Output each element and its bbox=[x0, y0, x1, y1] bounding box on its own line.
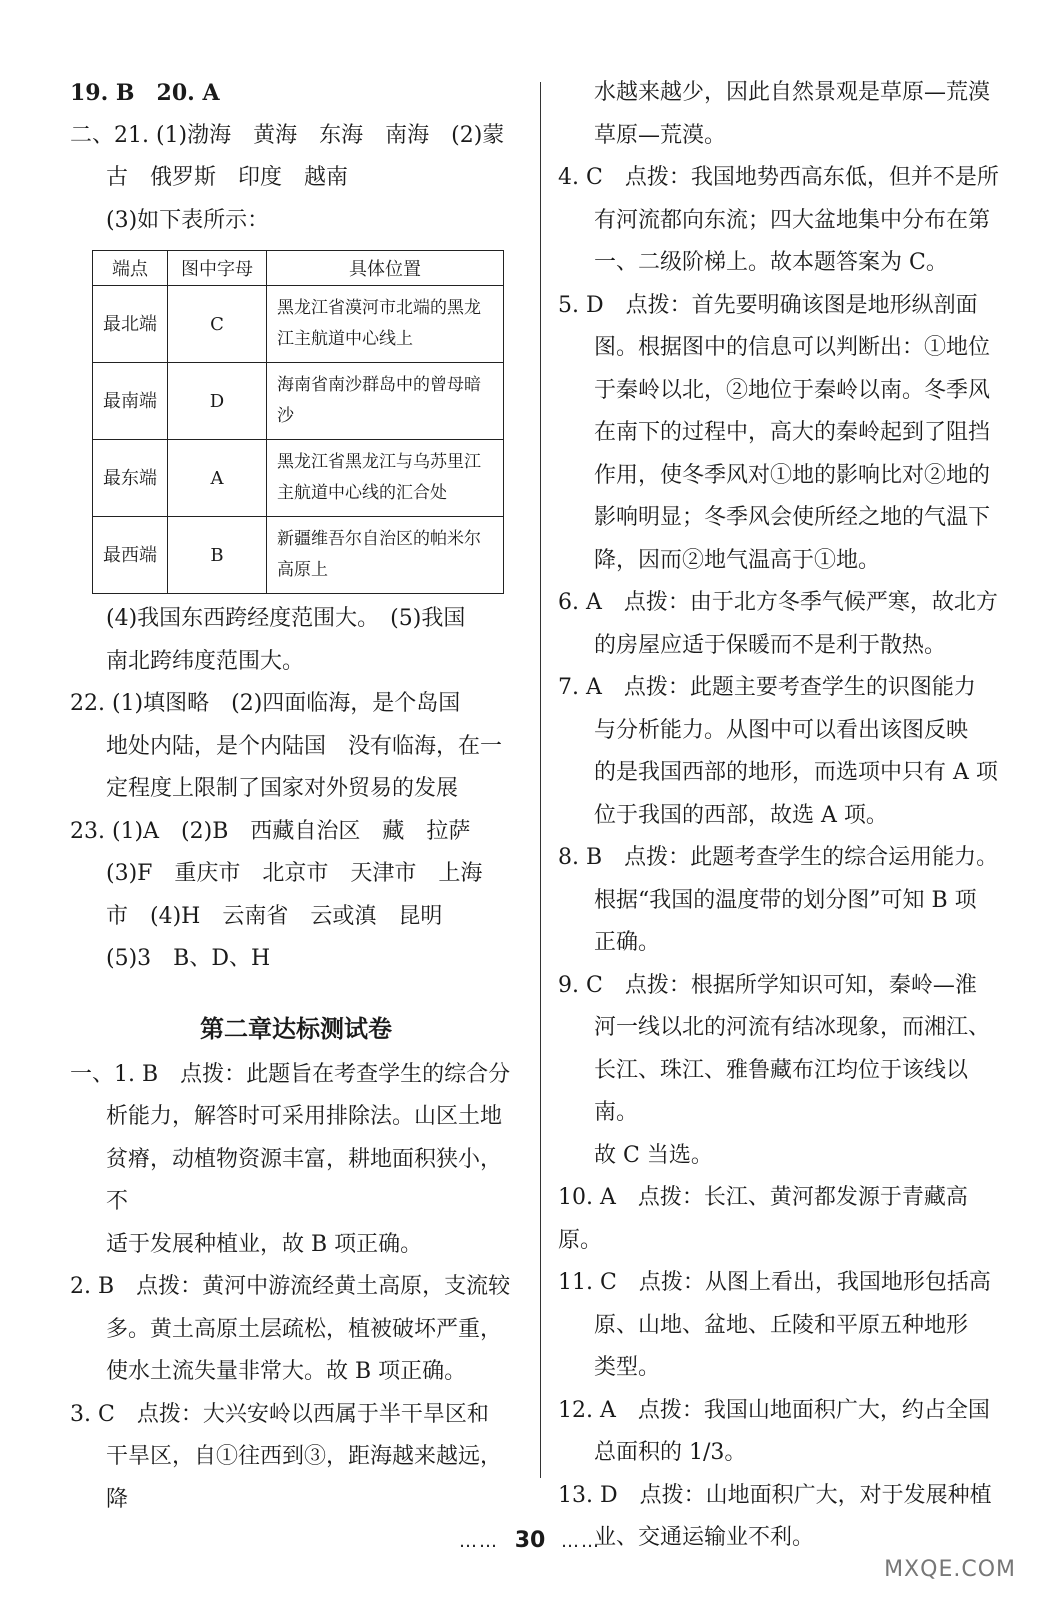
table-header: 端点 bbox=[93, 251, 168, 286]
answer-19-20: 19. B 20. A bbox=[70, 80, 220, 106]
ch2-answer-5-line1: 5. D 点拨：首先要明确该图是地形纵剖面 bbox=[558, 292, 978, 318]
extreme-points-table bbox=[92, 250, 504, 594]
answer-23-line3: 市 (4)H 云南省 云或滇 昆明 bbox=[106, 903, 443, 929]
ch2-answer-6-line1: 6. A 点拨：由于北方冬季气候严寒，故北方 bbox=[558, 590, 998, 615]
answer-21-line2: 古 俄罗斯 印度 越南 bbox=[106, 165, 349, 190]
ch2-answer-1-line4: 适于发展种植业，故 B 项正确。 bbox=[106, 1231, 423, 1257]
ch2-answer-3-line4: 草原—荒漠。 bbox=[594, 122, 727, 148]
ch2-answer-8-line2: 根据“我国的温度带的划分图”可知 B 项 bbox=[594, 887, 977, 913]
table-cell-desc: 黑龙江省漠河市北端的黑龙江主航道中心线上 bbox=[267, 286, 504, 363]
table-cell-letter: C bbox=[168, 286, 267, 363]
ch2-answer-5-line7: 降，因而②地气温高于①地。 bbox=[594, 547, 881, 573]
table-row bbox=[93, 363, 504, 440]
ch2-answer-10: 10. A 点拨：长江、黄河都发源于青藏高原。 bbox=[558, 1185, 968, 1253]
ch2-answer-12-line1: 12. A 点拨：我国山地面积广大，约占全国 bbox=[558, 1397, 990, 1423]
ch2-answer-7-line1: 7. A 点拨：此题主要考查学生的识图能力 bbox=[558, 675, 976, 700]
ch2-answer-8-line3: 正确。 bbox=[594, 930, 661, 955]
page-footer bbox=[0, 1528, 1060, 1553]
ch2-answer-4-line3: 一、二级阶梯上。故本题答案为 C。 bbox=[594, 250, 948, 275]
table-header: 具体位置 bbox=[267, 251, 504, 286]
table-header-row bbox=[93, 251, 504, 286]
ch2-answer-5-line6: 影响明显；冬季风会使所经之地的气温下 bbox=[594, 505, 991, 530]
ch2-answer-6-line2: 的房屋应适于保暖而不是利于散热。 bbox=[594, 632, 947, 658]
ch2-answer-4-line2: 有河流都向东流；四大盆地集中分布在第 bbox=[594, 207, 991, 233]
ch2-answer-1-line2: 析能力，解答时可采用排除法。山区土地 bbox=[106, 1104, 503, 1129]
table-cell-letter: A bbox=[168, 440, 267, 517]
ch2-answer-5-line3: 于秦岭以北，②地位于秦岭以南。冬季风 bbox=[594, 377, 991, 403]
table-cell-point: 最北端 bbox=[93, 286, 168, 363]
ch2-answer-2-line2: 多。黄土高原土层疏松，植被破坏严重， bbox=[106, 1316, 503, 1342]
chapter-title: 第二章达标测试卷 bbox=[200, 1014, 392, 1043]
table-cell-desc: 黑龙江省黑龙江与乌苏里江主航道中心线的汇合处 bbox=[267, 440, 504, 517]
ch2-answer-5-line4: 在南下的过程中，高大的秦岭起到了阻挡 bbox=[594, 420, 991, 445]
extreme-points-table-wrap bbox=[92, 250, 522, 594]
answer-23-line4: (5)3 B、D、H bbox=[106, 946, 271, 971]
footer-dots-right: …… bbox=[560, 1531, 601, 1552]
ch2-answer-7-line3: 的是我国西部的地形，而选项中只有 A 项 bbox=[594, 760, 998, 785]
ch2-answer-9-line2: 河一线以北的河流有结冰现象，而湘江、 bbox=[594, 1015, 991, 1040]
ch2-answer-12-line2: 总面积的 1/3。 bbox=[594, 1440, 747, 1465]
ch2-answer-11-line3: 类型。 bbox=[594, 1355, 661, 1380]
table-cell-point: 最南端 bbox=[93, 363, 168, 440]
ch2-answer-5-line5: 作用，使冬季风对①地的影响比对②地的 bbox=[594, 462, 991, 488]
ch2-answer-13-line2: 业、交通运输业不利。 bbox=[594, 1525, 815, 1550]
watermark-text: MXQE.COM bbox=[884, 1557, 1016, 1582]
ch2-answer-11-line1: 11. C 点拨：从图上看出，我国地形包括高 bbox=[558, 1270, 991, 1295]
ch2-answer-2-line3: 使水土流失量非常大。故 B 项正确。 bbox=[106, 1359, 467, 1384]
ch2-answer-13-line1: 13. D 点拨：山地面积广大，对于发展种植 bbox=[558, 1482, 992, 1508]
answer-23-line2: (3)F 重庆市 北京市 天津市 上海 bbox=[106, 861, 483, 886]
table-cell-point: 最东端 bbox=[93, 440, 168, 517]
answer-21-part4: (4)我国东西跨经度范围大。 (5)我国 bbox=[106, 606, 466, 631]
answer-22-line3: 定程度上限制了国家对外贸易的发展 bbox=[106, 776, 459, 801]
ch2-answer-9-line3: 长江、珠江、雅鲁藏布江均位于该线以南。 bbox=[594, 1057, 969, 1125]
ch2-answer-7-line4: 位于我国的西部，故选 A 项。 bbox=[594, 802, 888, 828]
table-row bbox=[93, 286, 504, 363]
left-column bbox=[70, 72, 522, 1521]
ch2-answer-3-line2: 干旱区，自①往西到③，距海越来越远，降 bbox=[106, 1444, 503, 1512]
answer-21-line1: 二、21. (1)渤海 黄海 东海 南海 (2)蒙 bbox=[70, 122, 505, 148]
ch2-answer-3-line1: 3. C 点拨：大兴安岭以西属于半干旱区和 bbox=[70, 1401, 489, 1427]
ch2-answer-4-line1: 4. C 点拨：我国地势西高东低，但并不是所 bbox=[558, 165, 999, 190]
ch2-answer-1-line3: 贫瘠，动植物资源丰富，耕地面积狭小，不 bbox=[106, 1146, 503, 1214]
ch2-answer-8-line1: 8. B 点拨：此题考查学生的综合运用能力。 bbox=[558, 845, 999, 870]
answer-21-part5: 南北跨纬度范围大。 bbox=[106, 648, 305, 674]
page-number: 30 bbox=[514, 1528, 546, 1553]
ch2-answer-9-line1: 9. C 点拨：根据所学知识可知，秦岭—淮 bbox=[558, 972, 977, 998]
column-divider bbox=[540, 82, 541, 1478]
table-cell-letter: B bbox=[168, 517, 267, 594]
ch2-answer-5-line2: 图。根据图中的信息可以判断出：①地位 bbox=[594, 335, 991, 360]
table-cell-desc: 海南省南沙群岛中的曾母暗沙 bbox=[267, 363, 504, 440]
ch2-answer-2-line1: 2. B 点拨：黄河中游流经黄土高原，支流较 bbox=[70, 1274, 511, 1299]
ch2-answer-7-line2: 与分析能力。从图中可以看出该图反映 bbox=[594, 717, 969, 743]
footer-dots-left: …… bbox=[459, 1531, 500, 1552]
answer-22-line1: 22. (1)填图略 (2)四面临海，是个岛国 bbox=[70, 691, 461, 716]
table-cell-letter: D bbox=[168, 363, 267, 440]
right-column bbox=[558, 72, 1010, 1560]
ch2-answer-1-line1: 一、1. B 点拨：此题旨在考查学生的综合分 bbox=[70, 1061, 511, 1087]
answer-21-part3: (3)如下表所示： bbox=[106, 207, 270, 233]
answer-22-line2: 地处内陆，是个内陆国 没有临海，在一 bbox=[106, 733, 503, 759]
ch2-answer-11-line2: 原、山地、盆地、丘陵和平原五种地形 bbox=[594, 1312, 969, 1338]
table-row bbox=[93, 517, 504, 594]
table-row bbox=[93, 440, 504, 517]
table-cell-point: 最西端 bbox=[93, 517, 168, 594]
ch2-answer-9-line4: 故 C 当选。 bbox=[594, 1142, 713, 1168]
table-cell-desc: 新疆维吾尔自治区的帕米尔高原上 bbox=[267, 517, 504, 594]
answer-23-line1: 23. (1)A (2)B 西藏自治区 藏 拉萨 bbox=[70, 818, 471, 844]
ch2-answer-3-line3: 水越来越少，因此自然景观是草原—荒漠 bbox=[594, 80, 991, 105]
table-header: 图中字母 bbox=[168, 251, 267, 286]
